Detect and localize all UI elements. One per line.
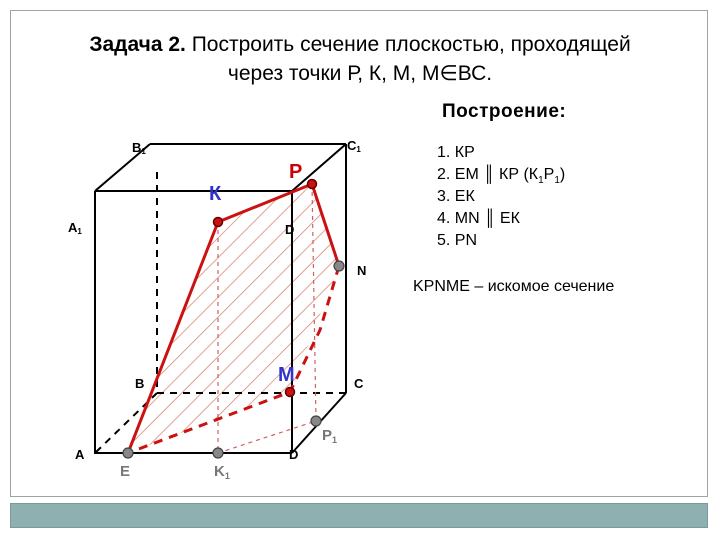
step-1: 1. КР — [437, 144, 475, 161]
point-k1 — [213, 448, 223, 458]
step-2-sub-p: 1 — [554, 175, 560, 187]
step-2-main: 2. ЕМ ║ КР (К — [437, 166, 539, 183]
point-n — [334, 261, 344, 271]
point-p1 — [311, 416, 321, 426]
label-p: Р — [289, 161, 303, 183]
label-c1: C1 — [347, 138, 361, 154]
label-m: М — [278, 364, 295, 386]
label-d: D — [289, 447, 299, 462]
step-4: 4. MN ║ ЕК — [437, 210, 520, 227]
label-k: К — [209, 183, 222, 205]
point-e — [123, 448, 133, 458]
point-k — [214, 218, 223, 227]
step-2-sub-k: 1 — [538, 175, 544, 187]
title-line-2: через точки Р, К, М, М∈ВС. — [227, 62, 493, 85]
task-number: Задача 2. — [89, 33, 186, 56]
step-2-mid: Р — [543, 166, 555, 183]
label-k1: $K_1$ — [214, 463, 230, 481]
label-p1: $P_1$ — [322, 427, 338, 445]
label-d1: D — [285, 222, 295, 237]
step-5: 5. PN — [437, 232, 478, 249]
construction-heading: Построение: — [442, 101, 567, 122]
label-c: C — [354, 376, 364, 391]
task-statement: Построить сечение плоскостью, проходящей — [185, 33, 631, 56]
step-3: 3. ЕК — [437, 188, 475, 205]
label-e: E — [120, 463, 131, 480]
label-n: N — [357, 263, 367, 278]
point-p — [308, 180, 317, 189]
step-2-end: ) — [559, 166, 566, 183]
point-m — [286, 388, 295, 397]
label-b1: B1 — [132, 140, 146, 156]
result-text: KPNME – искомое сечение — [413, 278, 615, 295]
label-a: A — [75, 447, 85, 462]
label-b: B — [135, 376, 145, 391]
label-a1: A1 — [68, 220, 82, 236]
